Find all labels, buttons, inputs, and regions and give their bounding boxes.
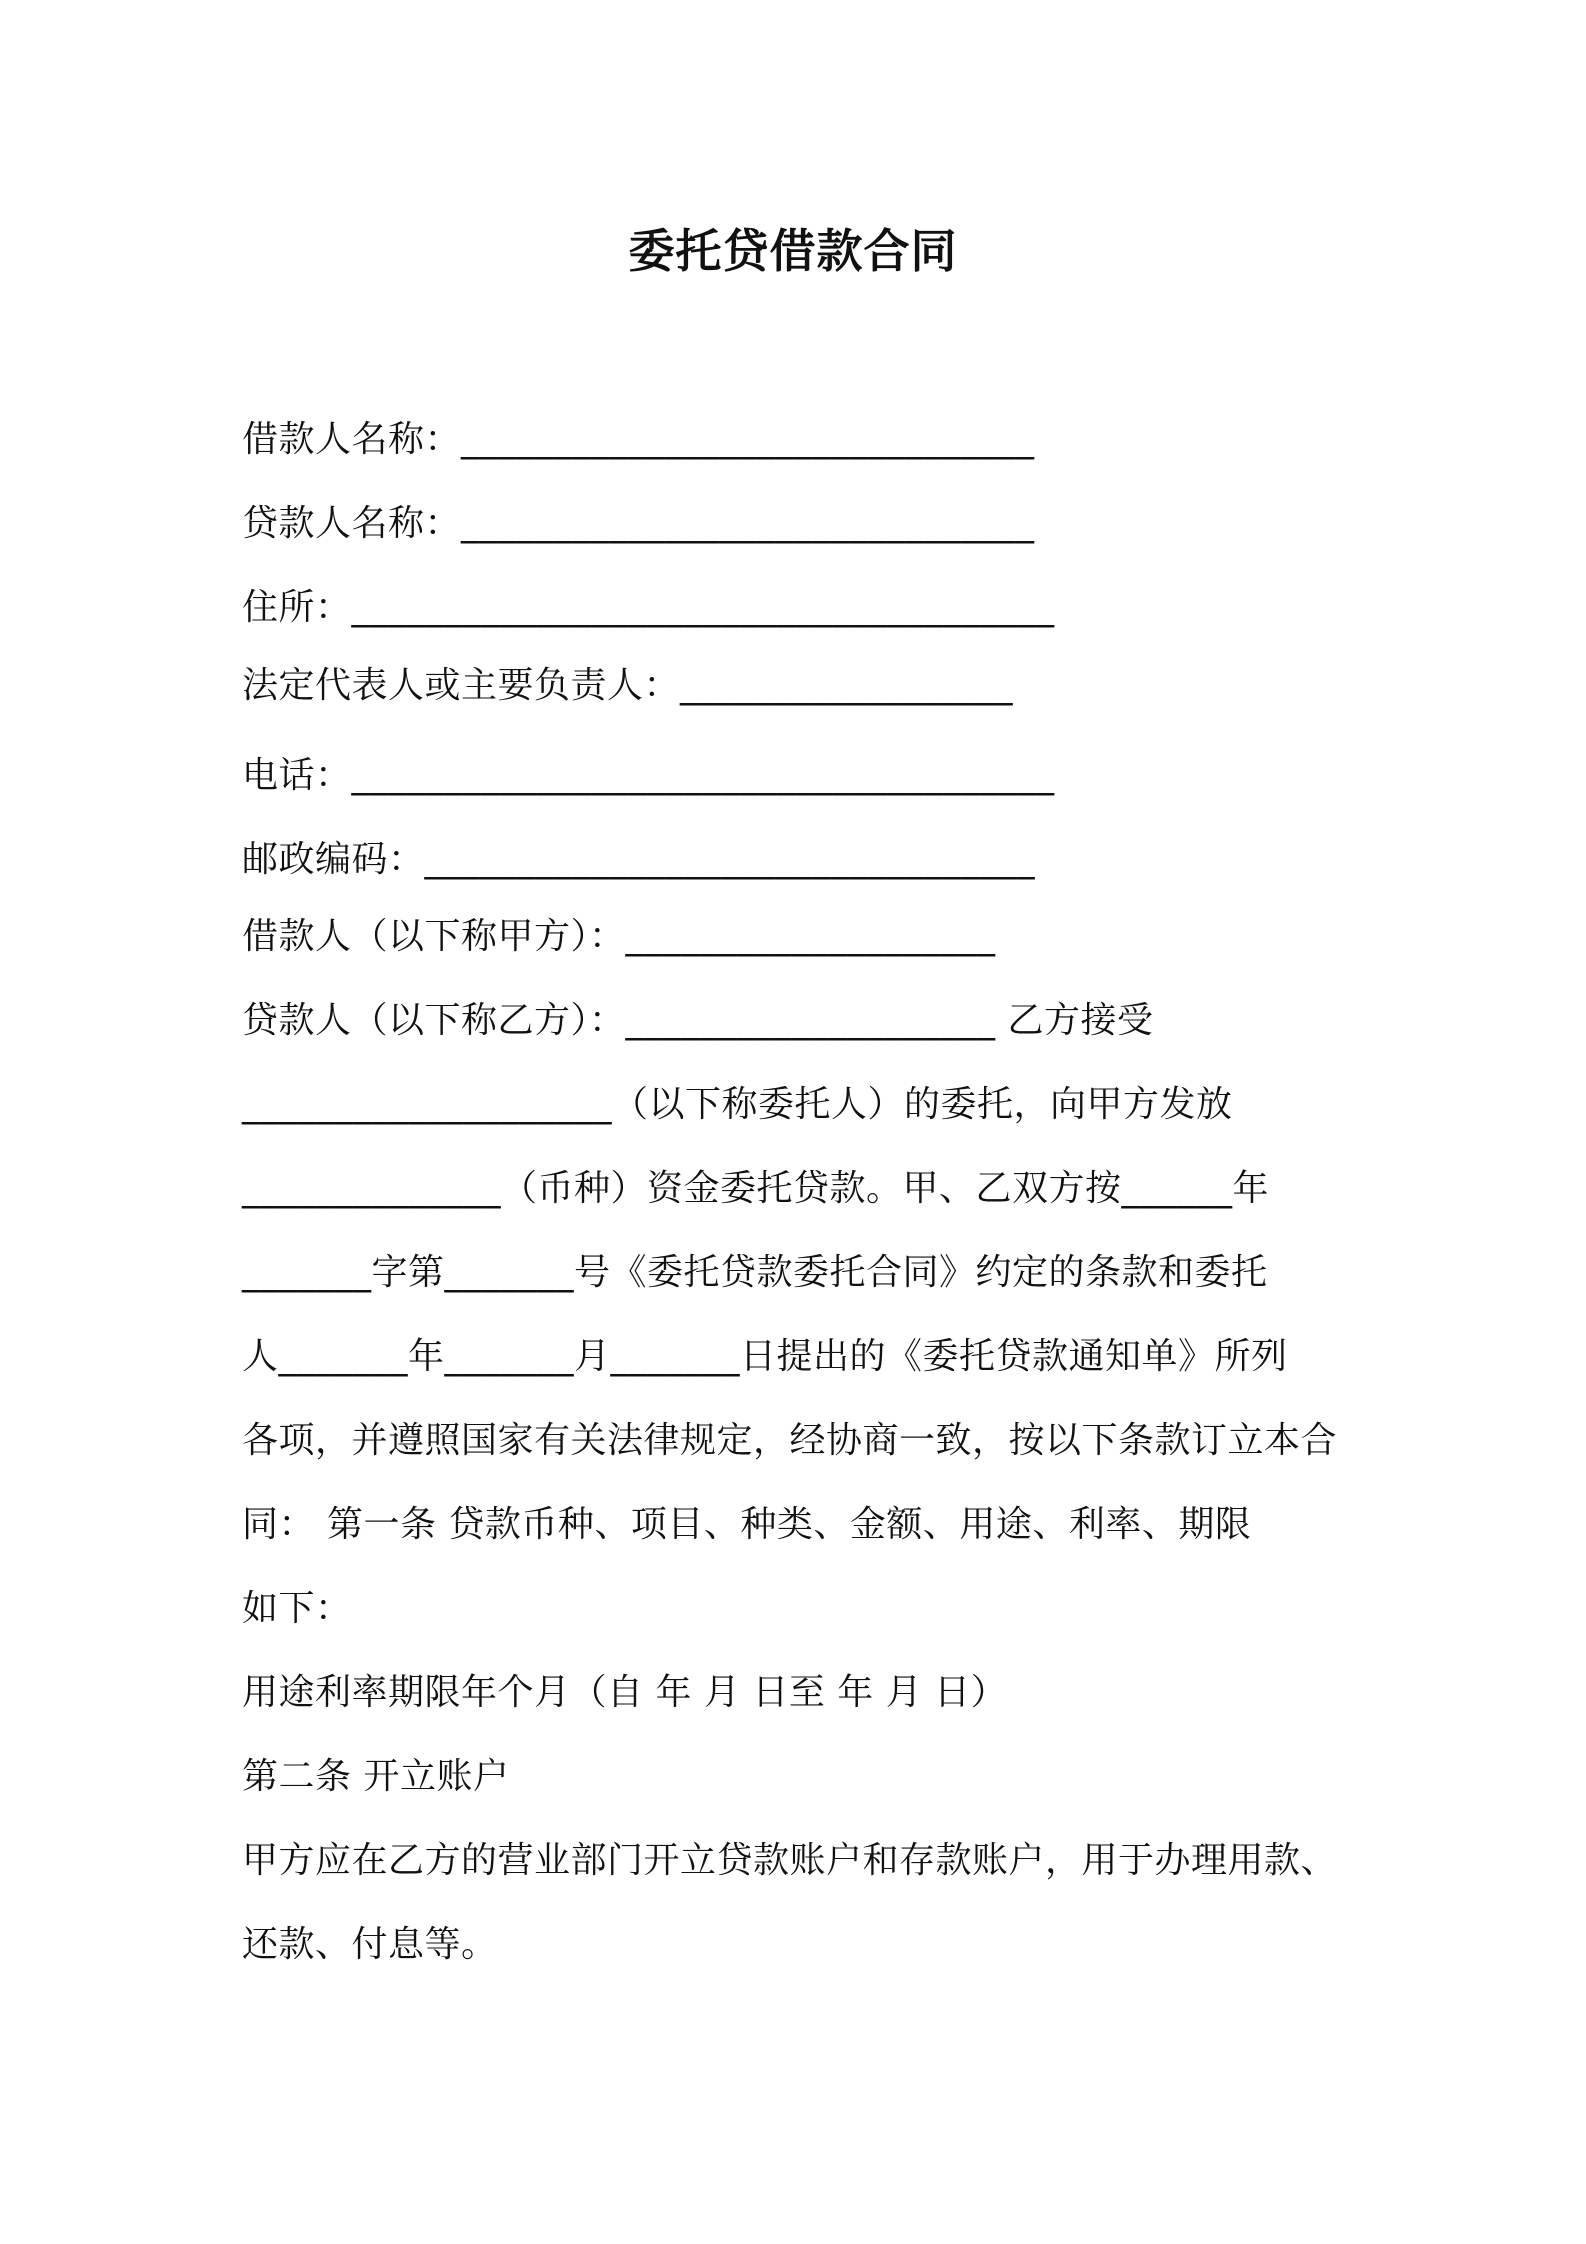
loan-terms-line: 用途利率期限年个月（自 年 月 日至 年 月 日） <box>242 1672 1008 1713</box>
document-title: 委托贷借款合同 <box>628 224 958 278</box>
postal-code-line: 邮政编码：_________________________________ <box>242 839 1036 880</box>
party-b-line: 贷款人（以下称乙方）：____________________ 乙方接受 <box>242 1000 1154 1041</box>
paragraph-line: ____________________（以下称委托人）的委托，向甲方发放 <box>242 1084 1233 1125</box>
lender-name-line: 贷款人名称：_______________________________ <box>242 503 1035 544</box>
paragraph-line: 还款、付息等。 <box>242 1924 498 1965</box>
phone-line: 电话：______________________________________ <box>242 755 1055 796</box>
paragraph-line: 人_______年_______月_______日提出的《委托贷款通知单》所列 <box>242 1336 1288 1377</box>
article-two-heading: 第二条 开立账户 <box>242 1756 510 1797</box>
paragraph-line: ______________（币种）资金委托贷款。甲、乙双方按______年 <box>242 1168 1270 1209</box>
party-a-line: 借款人（以下称甲方）：____________________ <box>242 916 996 957</box>
address-line: 住所：______________________________________ <box>242 587 1055 628</box>
legal-representative-line: 法定代表人或主要负责人：__________________ <box>242 665 1014 706</box>
paragraph-line: 如下： <box>242 1588 352 1629</box>
paragraph-line: 各项，并遵照国家有关法律规定，经协商一致，按以下条款订立本合 <box>242 1420 1338 1461</box>
article-one-line: 同： 第一条 贷款币种、项目、种类、金额、用途、利率、期限 <box>242 1504 1252 1545</box>
paragraph-line: _______字第_______号《委托贷款委托合同》约定的条款和委托 <box>242 1252 1268 1293</box>
borrower-name-line: 借款人名称：_______________________________ <box>242 419 1035 460</box>
paragraph-line: 甲方应在乙方的营业部门开立贷款账户和存款账户，用于办理用款、 <box>242 1840 1338 1881</box>
